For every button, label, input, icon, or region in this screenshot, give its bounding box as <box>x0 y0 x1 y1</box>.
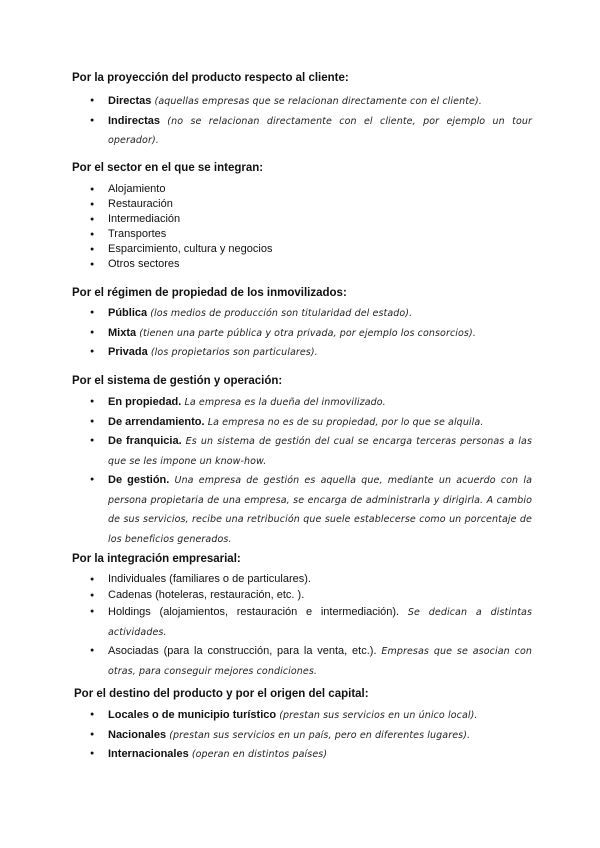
item-desc: (operan en distintos países) <box>188 749 328 760</box>
item-term: Nacionales <box>108 728 167 741</box>
item-desc: Se dedican a distintas actividades. <box>108 607 532 638</box>
list-item: ● Alojamiento <box>72 182 532 197</box>
bullet-list <box>72 706 532 765</box>
list-item: ● Transportes <box>72 227 532 242</box>
item-desc: (no se relacionan directamente con el cliente, por ejemplo un tour operador). <box>108 115 532 146</box>
section-heading: Por el destino del producto y por el origen del capital: <box>74 688 369 700</box>
list-item <box>72 92 532 112</box>
list-item <box>72 587 532 603</box>
item-desc: (los propietarios son particulares). <box>147 347 318 358</box>
section-heading: Por el sistema de gestión y operación: <box>72 375 283 387</box>
item-term: Directas <box>108 95 152 107</box>
item-desc: La empresa es la dueña del inmovilizado. <box>181 397 386 408</box>
item-term: De arrendamiento. <box>108 415 205 428</box>
list-item: ● Intermediación <box>72 212 532 227</box>
item-term: Internacionales <box>108 748 189 760</box>
section-heading: Por el régimen de propiedad de los inmovilizados: <box>72 287 347 299</box>
list-item <box>72 343 532 363</box>
list-item <box>72 324 532 344</box>
item-term: Mixta <box>108 326 137 339</box>
item-desc: Empresas que se asocian con otras, para conseguir mejores condiciones. <box>108 646 532 677</box>
item-term: Privada <box>108 346 148 358</box>
list-item <box>72 304 532 324</box>
item-desc: Una empresa de gestión es aquella que, mediante un acuerdo con la persona propietaria de una empresa, se encarga de administrarla y dirigirla. A cambio de sus servicios, recibe una retribución que suele establecerse como un porcentaje de los beneficios generados. <box>108 475 532 545</box>
bullet-list <box>72 92 532 151</box>
item-desc: (prestan sus servicios en un único local). <box>276 710 478 721</box>
item-term: De gestión. <box>108 474 170 486</box>
item-desc: (los medios de producción son titularidad del estado). <box>147 308 413 319</box>
item-text: Asociadas (para la construcción, para la venta, etc.). <box>108 645 377 657</box>
list-item <box>72 571 532 587</box>
bullet-list <box>72 182 532 272</box>
item-desc: (tienen una parte pública y otra privada, por ejemplo los consorcios). <box>136 327 476 339</box>
bullet-list <box>72 304 532 363</box>
item-term: De franquicia. <box>108 435 182 447</box>
item-term: En propiedad. <box>108 396 182 408</box>
item-desc: (prestan sus servicios en un país, pero en diferentes lugares). <box>166 729 471 741</box>
list-item <box>72 432 532 471</box>
item-desc: La empresa no es de su propiedad, por lo que se alquila. <box>204 416 484 428</box>
list-item <box>72 706 532 726</box>
item-desc: (aquellas empresas que se relacionan directamente con el cliente). <box>151 96 482 107</box>
list-item <box>72 112 532 151</box>
list-item <box>72 413 532 433</box>
list-item <box>72 726 532 746</box>
item-text: Individuales (familiares o de particulares). <box>108 573 311 585</box>
item-term: Pública <box>108 307 148 319</box>
item-text: Cadenas (hoteleras, restauración, etc. ). <box>108 589 305 601</box>
list-item <box>72 745 532 765</box>
list-item: ● Otros sectores <box>72 257 532 272</box>
list-item: ● Restauración <box>72 197 532 212</box>
item-term: Indirectas <box>108 114 160 127</box>
item-text: Holdings (alojamientos, restauración e intermediación). <box>108 606 400 618</box>
bullet-list <box>72 393 532 549</box>
section-heading: Por la integración empresarial: <box>72 553 241 565</box>
section-heading: Por el sector en el que se integran: <box>72 162 264 174</box>
list-item <box>72 471 532 549</box>
list-item <box>72 603 532 642</box>
list-item: ● Esparcimiento, cultura y negocios <box>72 242 532 257</box>
item-desc: Es un sistema de gestión del cual se encarga terceras personas a las que se les impone un know-how. <box>108 436 532 467</box>
list-item <box>72 393 532 413</box>
section-heading: Por la proyección del producto respecto al cliente: <box>72 72 349 84</box>
item-term: Locales o de municipio turístico <box>108 709 277 721</box>
bullet-list <box>72 571 532 681</box>
list-item <box>72 642 532 681</box>
